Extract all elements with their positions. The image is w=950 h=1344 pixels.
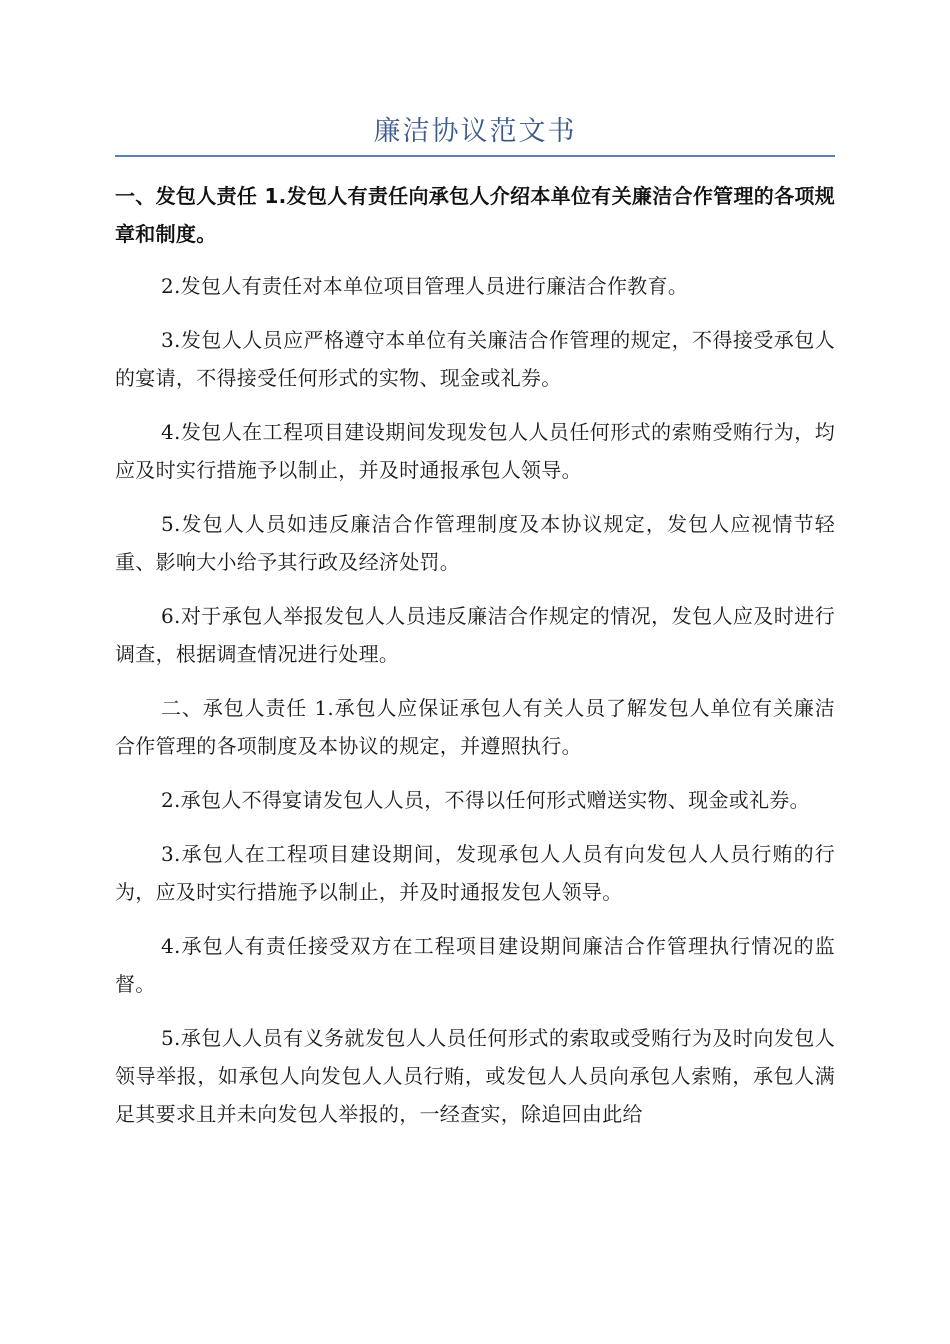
paragraph-employer-6: 6.对于承包人举报发包人人员违反廉洁合作规定的情况，发包人应及时进行调查，根据调查情况进行处理。 (115, 604, 835, 666)
paragraph-employer-5: 5.发包人人员如违反廉洁合作管理制度及本协议规定，发包人应视情节轻重、影响大小给予其行政及经济处罚。 (115, 512, 835, 574)
paragraph-contractor-3: 3.承包人在工程项目建设期间，发现承包人人员有向发包人人员行贿的行为，应及时实行措施予以制止，并及时通报发包人领导。 (115, 842, 835, 904)
section-two-heading-paragraph: 二、承包人责任 1.承包人应保证承包人有关人员了解发包人单位有关廉洁合作管理的各项制度及本协议的规定，并遵照执行。 (115, 696, 835, 758)
paragraph-employer-4: 4.发包人在工程项目建设期间发现发包人人员任何形式的索贿受贿行为，均应及时实行措施予以制止，并及时通报承包人领导。 (115, 420, 835, 482)
paragraph-employer-3: 3.发包人人员应严格遵守本单位有关廉洁合作管理的规定，不得接受承包人的宴请，不得接受任何形式的实物、现金或礼券。 (115, 328, 835, 390)
title-underline (115, 155, 835, 157)
document-page (115, 112, 835, 1149)
paragraph-contractor-4: 4.承包人有责任接受双方在工程项目建设期间廉洁合作管理执行情况的监督。 (115, 934, 835, 996)
paragraph-employer-2: 2.发包人有责任对本单位项目管理人员进行廉洁合作教育。 (161, 274, 689, 298)
paragraph-contractor-2: 2.承包人不得宴请发包人人员，不得以任何形式赠送实物、现金或礼券。 (161, 788, 810, 812)
document-title: 廉洁协议范文书 (373, 116, 577, 147)
section-one-heading-paragraph: 一、发包人责任 1.发包人有责任向承包人介绍本单位有关廉洁合作管理的各项规章和制度。 (115, 184, 835, 246)
paragraph-contractor-5: 5.承包人人员有义务就发包人人员任何形式的索取或受贿行为及时向发包人领导举报，如承包人向发包人人员行贿，或发包人人员向承包人索贿，承包人满足其要求且并未向发包人举报的，一经查实，除追回由此给 (115, 1026, 835, 1126)
